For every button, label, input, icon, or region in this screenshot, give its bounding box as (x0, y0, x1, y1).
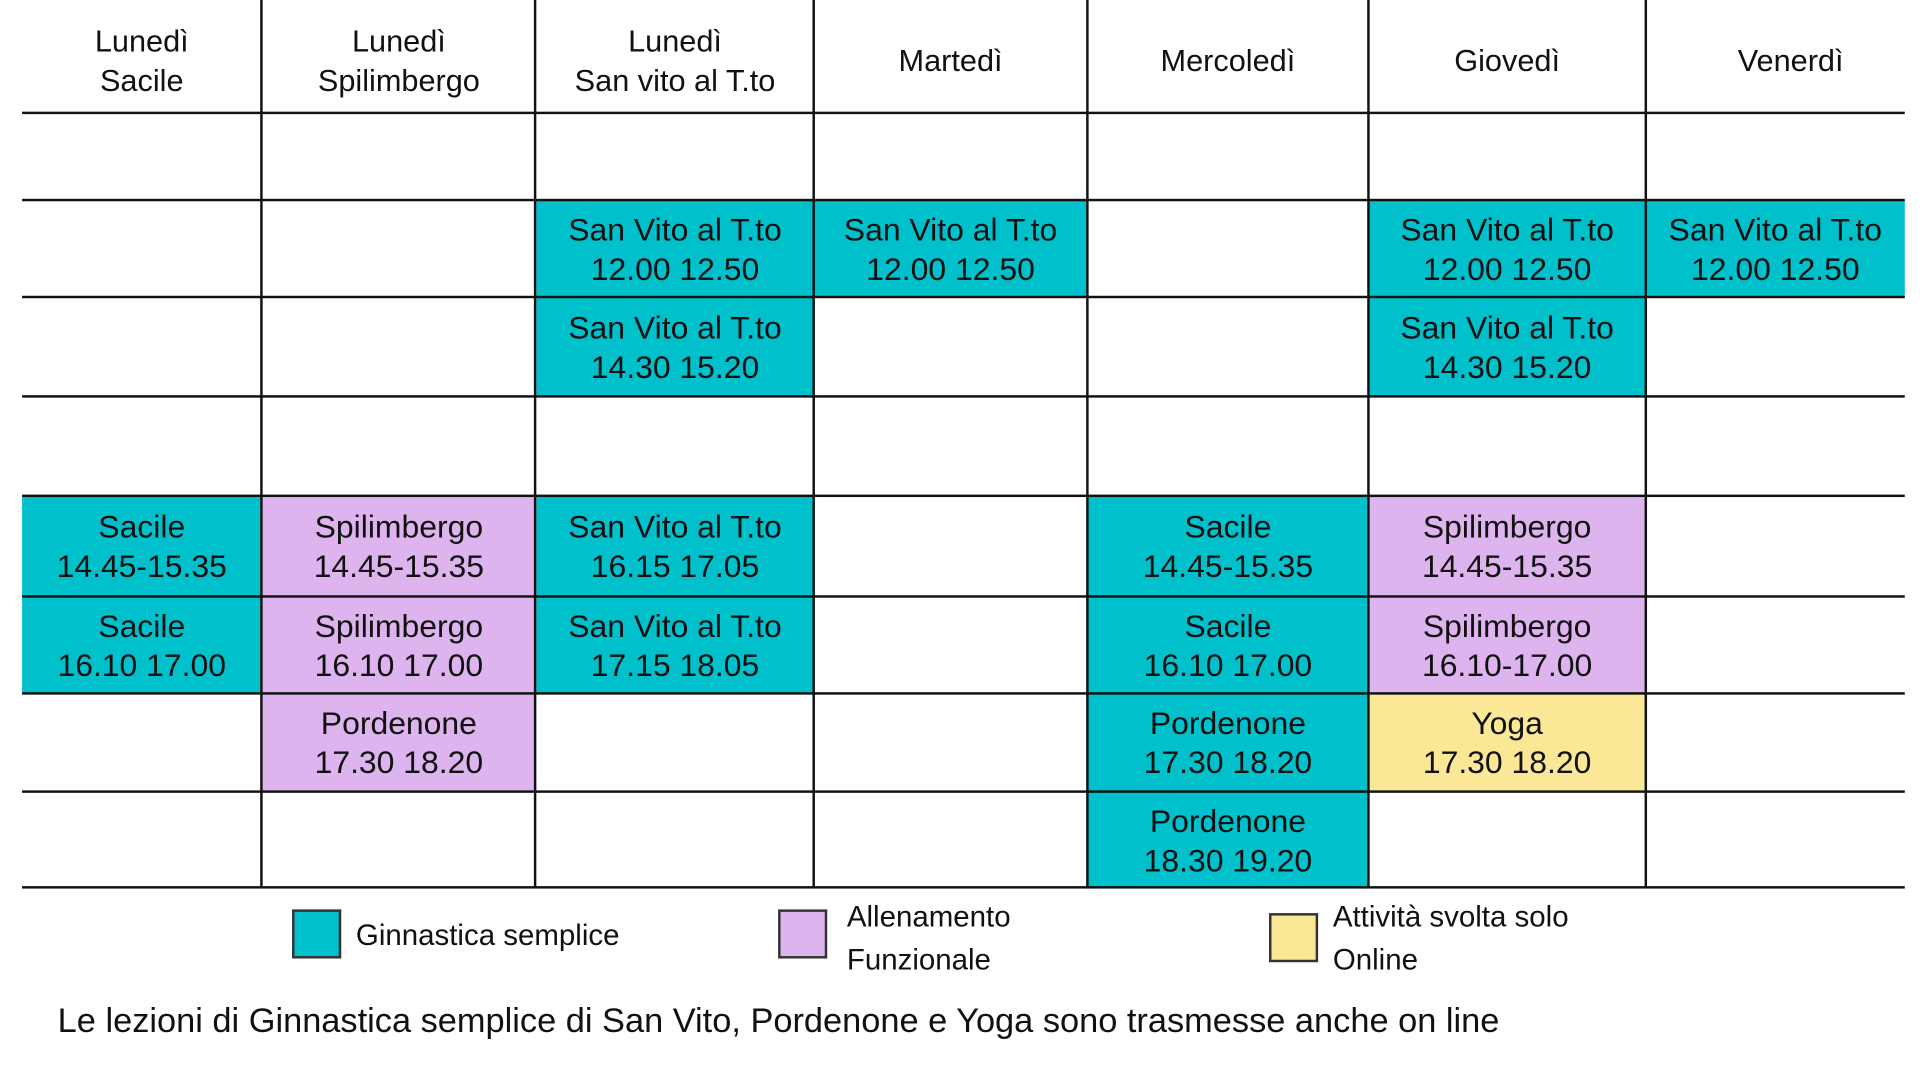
grid-line-vertical (1086, 0, 1088, 889)
session-cell (536, 596, 813, 693)
session-cell (1368, 596, 1645, 693)
legend-label-ginnastica (356, 914, 620, 957)
header-place: Spilimbergo (317, 63, 480, 99)
session-cell (536, 297, 813, 396)
session-cell (1368, 297, 1645, 396)
session-time: 12.00 12.50 (866, 249, 1035, 287)
grid-line-vertical (1367, 0, 1369, 889)
session-cell (1087, 496, 1368, 597)
session-time: 12.00 12.50 (590, 249, 760, 287)
header-giovedi (1368, 10, 1645, 113)
legend-text: Ginnastica semplice (355, 919, 620, 953)
grid-line-horizontal (22, 595, 1905, 597)
header-lunedi-spilimbergo (261, 10, 536, 113)
header-place: Sacile (99, 63, 184, 99)
session-time: 18.30 19.20 (1143, 841, 1313, 879)
header-lunedi-sacile (22, 10, 261, 113)
session-cell (261, 496, 536, 597)
session-place: Sacile (1184, 508, 1272, 545)
session-place: San Vito al T.to (1400, 308, 1614, 346)
legend-swatch-ginnastica (292, 909, 341, 958)
grid-line-horizontal (22, 199, 1905, 201)
session-time: 16.10-17.00 (1421, 646, 1593, 683)
session-time: 12.00 12.50 (1690, 249, 1860, 287)
header-day: Martedì (898, 44, 1003, 79)
session-time: 14.45-15.35 (1421, 547, 1593, 585)
legend-label-online (1333, 896, 1569, 982)
session-time: 16.10 17.00 (57, 646, 227, 683)
session-time: 17.30 18.20 (1143, 743, 1313, 781)
session-place: Sacile (98, 606, 186, 644)
session-cell (1368, 693, 1645, 791)
legend-swatch-funzionale (778, 909, 827, 958)
session-cell (536, 496, 813, 597)
session-place: San Vito al T.to (1668, 210, 1883, 248)
legend-swatch-online (1269, 913, 1318, 962)
session-cell (1368, 496, 1645, 597)
grid-line-horizontal (22, 886, 1905, 888)
session-place: Sacile (98, 508, 186, 545)
session-time: 14.45-15.35 (313, 547, 485, 585)
footnote: Le lezioni di Ginnastica semplice di San Vito, Pordenone e Yoga sono trasmesse anche on line (57, 1001, 1500, 1040)
header-day: Lunedì (351, 24, 446, 59)
header-martedi (814, 10, 1088, 113)
session-place: Yoga (1471, 704, 1543, 742)
header-day: Lunedì (628, 24, 722, 59)
session-place: San Vito al T.to (568, 210, 782, 248)
header-day: Lunedì (94, 24, 189, 59)
grid-line-vertical (260, 0, 262, 889)
session-time: 14.45-15.35 (1142, 547, 1314, 585)
session-cell (261, 596, 536, 693)
session-time: 12.00 12.50 (1422, 249, 1592, 287)
grid-line-horizontal (22, 790, 1905, 792)
session-cell (1087, 596, 1368, 693)
session-place: Spilimbergo (314, 508, 484, 545)
grid-line-horizontal (22, 395, 1905, 397)
grid-line-horizontal (22, 112, 1905, 114)
legend-text: Funzionale (846, 943, 991, 977)
session-time: 17.30 18.20 (314, 743, 484, 781)
header-lunedi-sanvito (536, 10, 813, 113)
legend-label-funzionale (847, 896, 1011, 982)
legend-text: Online (1332, 943, 1418, 977)
header-mercoledi (1087, 10, 1368, 113)
legend-text: Allenamento (846, 900, 1011, 934)
header-venerdi (1646, 10, 1920, 113)
session-place: San Vito al T.to (843, 210, 1058, 248)
grid-line-horizontal (22, 692, 1905, 694)
header-day: Mercoledì (1160, 44, 1296, 79)
header-day: Giovedì (1454, 44, 1560, 79)
session-place: San Vito al T.to (568, 308, 782, 346)
session-time: 14.30 15.20 (590, 347, 760, 385)
session-place: Sacile (1184, 606, 1272, 644)
legend-text: Attività svolta solo (1332, 900, 1569, 934)
session-time: 16.10 17.00 (1143, 646, 1313, 683)
session-place: San Vito al T.to (1400, 210, 1614, 248)
grid-line-vertical (812, 0, 814, 889)
session-cell (1087, 693, 1368, 791)
session-place: Pordenone (1149, 802, 1306, 839)
session-cell (22, 496, 261, 597)
session-cell (1368, 200, 1645, 297)
session-place: Spilimbergo (1422, 606, 1592, 644)
session-place: San Vito al T.to (568, 508, 782, 545)
session-place: Pordenone (320, 704, 477, 742)
grid-line-vertical (534, 0, 536, 889)
grid-line-horizontal (22, 495, 1905, 497)
session-place: Spilimbergo (1422, 508, 1592, 545)
session-time: 17.30 18.20 (1422, 743, 1592, 781)
grid-line-horizontal (22, 296, 1905, 298)
session-cell (536, 200, 813, 297)
session-cell (814, 200, 1088, 297)
session-cell (1087, 792, 1368, 889)
grid-line-vertical (1645, 0, 1647, 889)
header-place: San vito al T.to (574, 63, 776, 99)
header-day: Venerdì (1737, 44, 1844, 79)
session-place: Pordenone (1149, 704, 1306, 742)
session-time: 14.45-15.35 (56, 547, 227, 585)
session-time: 17.15 18.05 (590, 646, 760, 683)
session-place: San Vito al T.to (568, 606, 782, 644)
session-time: 14.30 15.20 (1422, 347, 1592, 385)
session-place: Spilimbergo (314, 606, 484, 644)
session-time: 16.15 17.05 (590, 547, 760, 585)
session-cell (22, 596, 261, 693)
session-cell (261, 693, 536, 791)
session-cell (1646, 200, 1905, 297)
session-time: 16.10 17.00 (314, 646, 484, 683)
